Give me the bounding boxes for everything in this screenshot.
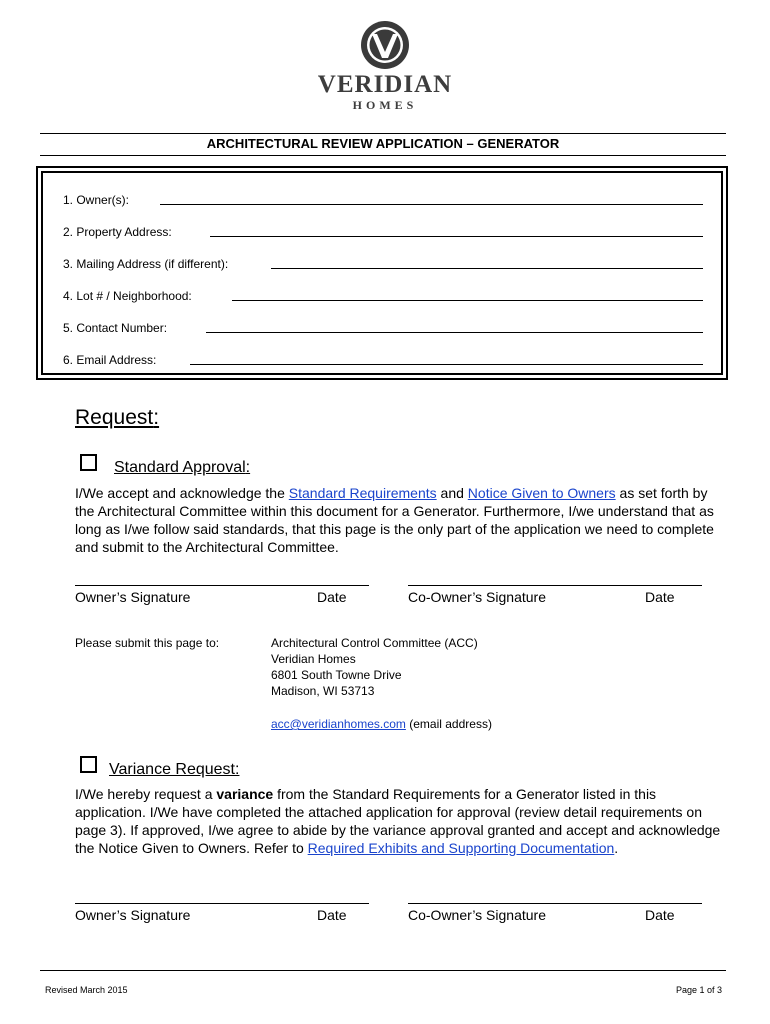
mailing-address-input-line[interactable] (271, 268, 703, 269)
property-address-row (63, 225, 703, 241)
co-owner-signature-line[interactable] (408, 585, 702, 586)
standard-approval-text: I/We accept and acknowledge the Standard Requirements and Notice Given to Owners as set forth by the Architectural Committee within this document for a Generator. Furthermore, I/we understand that as long as I/we follow said standards, that this page is the only part of the application we need to complete and submit to the Architectural Committee. (75, 485, 714, 555)
title-rule-bottom (40, 155, 726, 156)
owner-info-inner (41, 171, 723, 375)
lot-neighborhood-label: 4. Lot # / Neighborhood: (63, 289, 192, 303)
variance-request-heading: Variance Request: (109, 761, 240, 778)
property-address-input-line[interactable] (210, 236, 703, 237)
mailing-address-row (63, 257, 703, 273)
contact-number-label: 5. Contact Number: (63, 321, 168, 335)
veridian-v-emblem-icon (360, 20, 410, 70)
revised-date: Revised March 2015 (45, 985, 128, 995)
mailing-address-label: 3. Mailing Address (if different): (63, 257, 229, 271)
contact-number-input-line[interactable] (206, 332, 703, 333)
lot-neighborhood-row (63, 289, 703, 305)
brand-name: VERIDIAN (317, 71, 453, 98)
page-number: Page 1 of 3 (676, 985, 723, 995)
email-address-row (63, 353, 703, 369)
variance-owner-date-label: Date (317, 907, 347, 923)
variance-co-owner-date-label: Date (645, 907, 675, 923)
acc-email-link[interactable]: acc@veridianhomes.com (271, 717, 406, 731)
owner-field-row (63, 193, 703, 209)
owner-signature-line[interactable] (75, 585, 369, 586)
variance-co-owner-signature-label: Co-Owner’s Signature (408, 907, 546, 923)
required-exhibits-link[interactable]: Required Exhibits and Supporting Documentation (307, 840, 615, 856)
standard-approval-heading: Standard Approval: (114, 459, 251, 476)
standard-requirements-link[interactable]: Standard Requirements (288, 485, 437, 501)
standard-approval-checkbox[interactable] (80, 454, 97, 471)
submit-label: Please submit this page to: (75, 636, 220, 650)
notice-given-link[interactable]: Notice Given to Owners (467, 485, 616, 501)
email-address-label: 6. Email Address: (63, 353, 157, 367)
owner-info-box (36, 166, 728, 380)
co-owner-signature-label: Co-Owner’s Signature (408, 589, 546, 605)
property-address-label: 2. Property Address: (63, 225, 172, 239)
request-heading: Request: (75, 406, 160, 429)
submit-address: Architectural Control Committee (ACC) Veridian Homes 6801 South Towne Drive Madison, WI 53713 (271, 636, 478, 698)
owner-input-line[interactable] (160, 204, 703, 205)
footer-rule (40, 970, 726, 971)
variance-request-checkbox[interactable] (80, 756, 97, 773)
brand-sub: HOMES (352, 98, 418, 112)
owner-label: 1. Owner(s): (63, 193, 130, 207)
co-owner-date-label: Date (645, 589, 675, 605)
variance-owner-signature-line[interactable] (75, 903, 369, 904)
owner-date-label: Date (317, 589, 347, 605)
owner-signature-label: Owner’s Signature (75, 589, 191, 605)
lot-neighborhood-input-line[interactable] (232, 300, 703, 301)
title-rule-top (40, 133, 726, 134)
submit-email-line: acc@veridianhomes.com (email address) (271, 717, 492, 731)
email-address-input-line[interactable] (190, 364, 703, 365)
veridian-logo (310, 20, 460, 112)
page-title: ARCHITECTURAL REVIEW APPLICATION – GENERATOR (206, 136, 560, 151)
variance-request-text: I/We hereby request a variance from the Standard Requirements for a Generator listed in this application. I/We have completed the attached application for approval (review detail requirements on page 3). If approved, I/we agree to abide by the variance approval granted and accept and acknowledge the Notice Given to Owners. Refer to Required Exhibits and Supporting Documentation. (75, 786, 721, 856)
variance-co-owner-signature-line[interactable] (408, 903, 702, 904)
contact-number-row (63, 321, 703, 337)
variance-owner-signature-label: Owner’s Signature (75, 907, 191, 923)
